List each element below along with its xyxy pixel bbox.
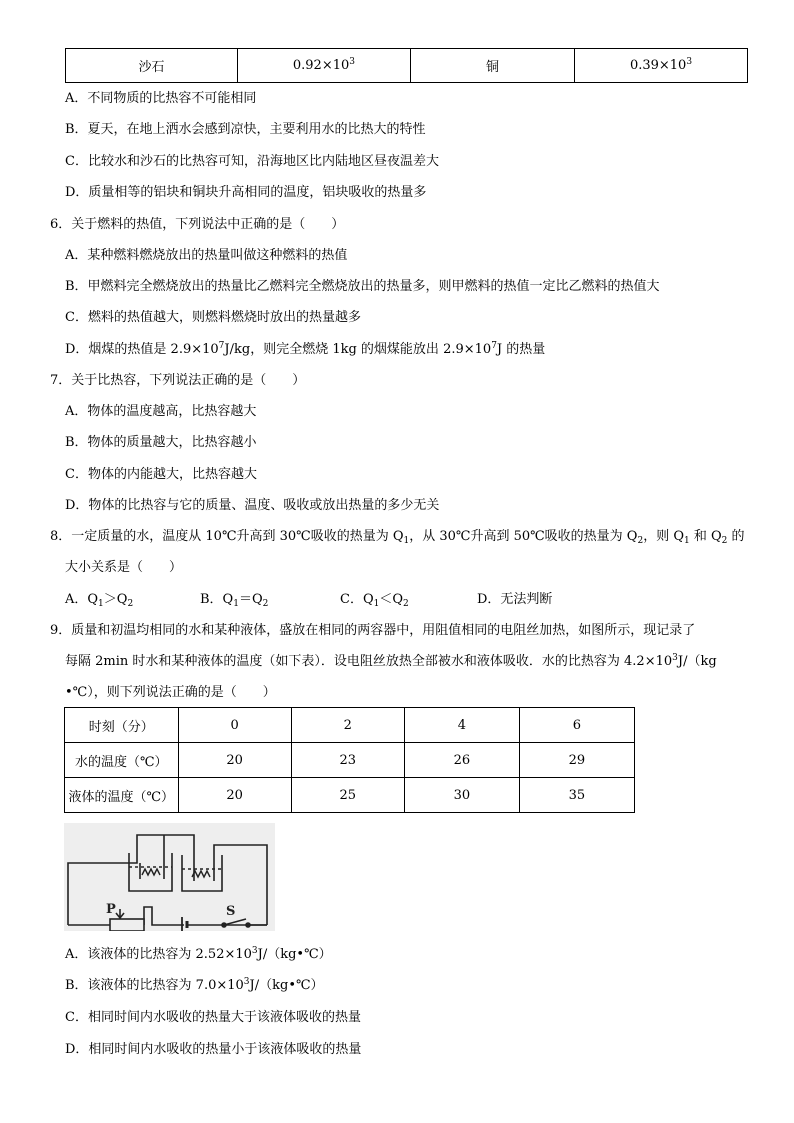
table-header-cell: 时刻（分） — [65, 708, 179, 743]
q9-stem-line2: 每隔 2min 时水和某种液体的温度（如下表）．设电阻丝放热全部被水和液体吸收．水的比热容为 $4.2\times 10^3J/(kg$ — [65, 653, 717, 669]
table-cell: $0.92\times 10^3$ — [237, 49, 410, 83]
q5-option-c: C．比较水和沙石的比热容可知，沿海地区比内陆地区昼夜温差大 — [65, 154, 439, 169]
table-cell: 30 — [404, 778, 519, 813]
q9-option-d: D．相同时间内水吸收的热量小于该液体吸收的热量 — [65, 1042, 362, 1057]
q8-option-d: D．无法判断 — [477, 592, 553, 607]
table-header-row — [65, 708, 635, 743]
table-header-cell: 2 — [291, 708, 404, 743]
table-cell: 铜 — [410, 49, 574, 83]
q6-option-a: A．某种燃料燃烧放出的热量叫做这种燃料的热值 — [65, 248, 348, 263]
q5-option-b: B．夏天，在地上洒水会感到凉快，主要利用水的比热大的特性 — [65, 122, 426, 137]
q5-option-a: A．不同物质的比热容不可能相同 — [65, 91, 257, 106]
table-cell: 26 — [404, 743, 519, 778]
q7-option-c: C．物体的内能越大，比热容越大 — [65, 467, 257, 482]
circuit-diagram — [64, 823, 275, 931]
q8-option-b: B．$Q_1=Q_2$ — [200, 592, 269, 609]
q9-stem-line3: •℃），则下列说法正确的是（ ） — [65, 685, 276, 700]
table-row — [65, 778, 635, 813]
q6-stem: 6．关于燃料的热值，下列说法中正确的是（ ） — [50, 217, 345, 232]
q7-option-d: D．物体的比热容与它的质量、温度、吸收或放出热量的多少无关 — [65, 498, 440, 513]
table-cell: $0.39\times 10^3$ — [575, 49, 748, 83]
table-row — [65, 743, 635, 778]
q8-option-a: A．$Q_1>Q_2$ — [65, 592, 134, 609]
table-cell: 20 — [178, 743, 291, 778]
slider-label: P — [106, 902, 116, 917]
table-cell: 23 — [291, 743, 404, 778]
q9-option-a: A．该液体的比热容为 $2.52\times 10^3J/(kg•℃)$ — [65, 946, 332, 962]
table-header-cell: 4 — [404, 708, 519, 743]
circuit-background — [64, 823, 275, 931]
table-cell: 35 — [519, 778, 634, 813]
q6-option-c: C．燃料的热值越大，则燃料燃烧时放出的热量越多 — [65, 310, 361, 325]
table-cell: 29 — [519, 743, 634, 778]
switch-label: S — [226, 904, 236, 919]
specific-heat-table — [65, 48, 748, 83]
q9-option-b: B．该液体的比热容为 $7.0\times 10^3J/(kg•℃)$ — [65, 977, 324, 993]
table-cell: 水的温度（℃） — [65, 743, 179, 778]
q6-option-d: D．烟煤的热值是 $2.9\times 10^7J/kg$，则完全燃烧 1kg 的烟煤能放出 $2.9\times 10^7J$ 的热量 — [65, 341, 546, 357]
table-cell: 液体的温度（℃） — [65, 778, 179, 813]
temperature-table — [64, 707, 635, 813]
q5-option-d: D．质量相等的铝块和铜块升高相同的温度，铝块吸收的热量多 — [65, 185, 427, 200]
table-cell: 沙石 — [66, 49, 238, 83]
q7-option-b: B．物体的质量越大，比热容越小 — [65, 435, 257, 450]
q7-stem: 7．关于比热容，下列说法正确的是（ ） — [50, 373, 306, 388]
q7-option-a: A．物体的温度越高，比热容越大 — [65, 404, 257, 419]
q6-option-b: B．甲燃料完全燃烧放出的热量比乙燃料完全燃烧放出的热量多，则甲燃料的热值一定比乙燃料的热值大 — [65, 279, 660, 294]
table-header-cell: 0 — [178, 708, 291, 743]
table-header-cell: 6 — [519, 708, 634, 743]
q8-stem-line1: 8．一定质量的水，温度从 10℃升高到 30℃吸收的热量为 $Q_1$，从 30℃升高到 50℃吸收的热量为 $Q_2$，则 $Q_1$ 和 $Q_2$ 的 — [50, 529, 745, 546]
q8-option-c: C．$Q_1<Q_2$ — [340, 592, 409, 609]
q8-stem-line2: 大小关系是（ ） — [65, 560, 183, 575]
table-cell: 20 — [178, 778, 291, 813]
q9-option-c: C．相同时间内水吸收的热量大于该液体吸收的热量 — [65, 1010, 361, 1025]
table-cell: 25 — [291, 778, 404, 813]
q9-stem-line1: 9．质量和初温均相同的水和某种液体，盛放在相同的两容器中，用阻值相同的电阻丝加热，如图所示，现记录了 — [50, 623, 696, 638]
